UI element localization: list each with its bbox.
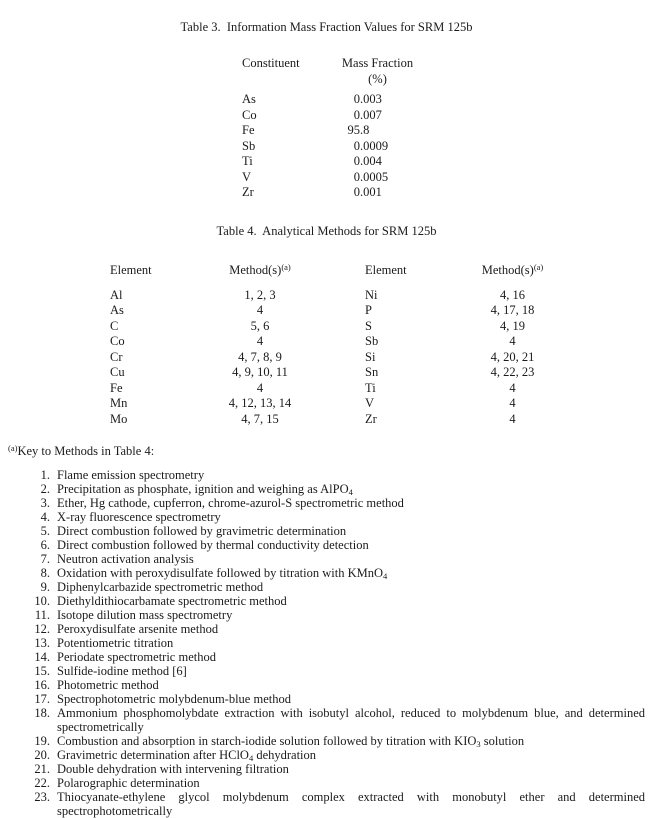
- methods-cell: 4: [509, 396, 516, 410]
- mass-fraction-cell: 0.0009: [353, 138, 389, 153]
- element-cell: V: [365, 396, 375, 410]
- table4-element-header-left: Element: [110, 263, 152, 277]
- key-item: [0, 636, 645, 650]
- methods-cell: 4: [256, 303, 264, 317]
- key-item: [0, 524, 645, 538]
- methods-cell: 4, 19: [500, 318, 525, 333]
- table-row: [242, 185, 425, 201]
- table4-element-header-right: Element: [365, 263, 407, 277]
- key-item-text-main: Oxidation with peroxydisulfate followed by titration with KMnO: [57, 566, 383, 580]
- methods-cell: 4, 9, 10, 11: [232, 365, 288, 379]
- key-item-number: 21.: [34, 762, 50, 776]
- key-item-number: 18.: [34, 706, 50, 720]
- key-item-text: [57, 678, 645, 692]
- key-item: [0, 706, 645, 734]
- constituent-cell: Co: [242, 107, 257, 122]
- methods-header-footnote-marker: (a): [533, 262, 544, 272]
- key-item-text-post: dehydration: [253, 748, 317, 762]
- key-item-number: 1.: [40, 468, 50, 482]
- key-item: [0, 468, 645, 482]
- table-row: [110, 365, 325, 381]
- key-item-text-main: Sulfide-iodine method [6]: [57, 664, 187, 678]
- key-item-text: [57, 482, 645, 496]
- table4-column-gap: [325, 263, 365, 279]
- key-item-text: [57, 524, 645, 538]
- key-item-text-main: Combustion and absorption in starch-iodide solution followed by titration with KIO: [57, 734, 477, 748]
- methods-header-footnote-marker: (a): [281, 262, 291, 272]
- table-row: [110, 350, 325, 366]
- key-item-number: 6.: [40, 538, 50, 552]
- key-item-text-main: Double dehydration with intervening filtration: [57, 762, 289, 776]
- key-item: [0, 650, 645, 664]
- element-cell: C: [110, 318, 119, 333]
- table-row: [110, 334, 325, 350]
- key-item-text-main: Precipitation as phosphate, ignition and weighing as AlPO: [57, 482, 349, 496]
- table3: [242, 56, 425, 201]
- element-cell: Sb: [365, 334, 379, 348]
- chemical-formula-subscript: 4: [383, 571, 388, 581]
- key-item-text-main: Neutron activation analysis: [57, 552, 194, 566]
- key-item-text-main: Peroxydisulfate arsenite method: [57, 622, 219, 636]
- constituent-cell: Ti: [242, 154, 253, 168]
- key-item-text-main: Flame emission spectrometry: [57, 468, 205, 482]
- key-item-text-main: Ammonium phosphomolybdate extraction with isobutyl alcohol, reduced to molybdenum blue, and determined spectrometrically: [57, 706, 645, 734]
- key-item-text-main: Isotope dilution mass spectrometry: [57, 608, 233, 622]
- table-row: [242, 108, 425, 124]
- key-item-text-main: Direct combustion followed by thermal conductivity detection: [57, 538, 369, 552]
- key-item: [0, 594, 645, 608]
- table4-left-columns: [110, 288, 325, 428]
- key-item-number: 11.: [34, 608, 50, 622]
- table-row: [242, 123, 425, 139]
- methods-cell: 4: [509, 380, 516, 395]
- mass-fraction-cell: 0.001: [353, 185, 382, 199]
- table4-title: Table 4. Analytical Methods for SRM 125b: [216, 224, 437, 238]
- key-item: [0, 692, 645, 706]
- table4-right-columns: [365, 288, 575, 428]
- key-item-text-main: Polarographic determination: [57, 776, 200, 790]
- key-item-text: [57, 622, 645, 636]
- key-item-number: 17.: [34, 692, 50, 706]
- key-item-text-main: Thiocyanate-ethylene glycol molybdenum complex extracted with monobutyl ether and determined spectrophotometrically: [57, 790, 645, 818]
- key-item: [0, 790, 645, 818]
- constituent-cell: Fe: [242, 123, 255, 137]
- chemical-formula-subscript: 3: [476, 739, 481, 749]
- key-item: [0, 622, 645, 636]
- methods-cell: 4, 20, 21: [490, 349, 535, 364]
- table-row: [242, 139, 425, 155]
- key-item: [0, 552, 645, 566]
- key-item-text: [57, 692, 645, 706]
- table-row: [365, 365, 575, 381]
- table-row: [242, 170, 425, 186]
- methods-header-label: Method(s): [229, 263, 282, 277]
- table-row: [110, 381, 325, 397]
- table-row: [365, 288, 575, 304]
- table-row: [242, 154, 425, 170]
- key-item-text-main: Diphenylcarbazide spectrometric method: [57, 580, 264, 594]
- methods-cell: 4: [509, 411, 516, 426]
- methods-cell: 4: [509, 334, 516, 348]
- table3-mass-fraction-header-line1: Mass Fraction: [341, 56, 414, 70]
- key-item-text-main: Diethyldithiocarbamate spectrometric method: [57, 594, 287, 608]
- key-item-text-main: Photometric method: [57, 678, 159, 692]
- table-row: [365, 319, 575, 335]
- table4-header-row: [0, 263, 653, 279]
- mass-fraction-cell: 95.8: [347, 123, 370, 137]
- table-row: [110, 288, 325, 304]
- key-item-number: 5.: [40, 524, 50, 538]
- key-item-text: [57, 538, 645, 552]
- table3-body: [242, 92, 425, 201]
- methods-cell: 4, 16: [500, 287, 525, 302]
- methods-cell: 4, 12, 13, 14: [228, 396, 292, 410]
- element-cell: Si: [365, 349, 376, 364]
- key-item-number: 20.: [34, 748, 50, 762]
- table4: [0, 263, 653, 427]
- constituent-cell: As: [242, 92, 256, 106]
- key-item-number: 3.: [40, 496, 50, 510]
- key-item: [0, 566, 645, 580]
- key-item-text: [57, 496, 645, 510]
- key-item-text-main: Periodate spectrometric method: [57, 650, 216, 664]
- table4-methods-header-left: [195, 263, 325, 279]
- methods-cell: 4, 7, 8, 9: [238, 349, 282, 364]
- table3-mass-fraction-header-line2: (%): [368, 71, 387, 86]
- key-item-text: [57, 748, 645, 762]
- chemical-formula-subscript: 4: [248, 753, 254, 763]
- table-row: [365, 303, 575, 319]
- table4-methods-header-right: [450, 263, 575, 279]
- table-row: [365, 396, 575, 412]
- key-item: [0, 482, 645, 496]
- key-item-text-main: Spectrophotometric molybdenum-blue method: [57, 692, 291, 706]
- methods-cell: 4, 22, 23: [490, 365, 535, 379]
- key-item-text-main: Ether, Hg cathode, cupferron, chrome-azurol-S spectrometric method: [57, 496, 404, 510]
- constituent-cell: V: [242, 169, 252, 184]
- key-item-text: [57, 734, 645, 748]
- key-item-text: [57, 706, 645, 734]
- element-cell: Co: [110, 334, 125, 348]
- element-cell: Mo: [110, 411, 128, 426]
- key-item-text: [57, 650, 645, 664]
- element-cell: Mn: [110, 396, 128, 410]
- key-item-text: [57, 468, 645, 482]
- element-cell: Cu: [110, 365, 125, 379]
- methods-cell: 4, 17, 18: [490, 303, 535, 317]
- table-row: [365, 350, 575, 366]
- key-item-text-main: Gravimetric determination after HClO: [57, 748, 249, 762]
- key-item: [0, 510, 645, 524]
- constituent-cell: Zr: [242, 185, 254, 199]
- key-item-number: 23.: [34, 790, 50, 804]
- table-row: [110, 412, 325, 428]
- element-cell: Al: [110, 287, 123, 302]
- key-heading: [8, 444, 154, 459]
- key-item: [0, 496, 645, 510]
- key-item: [0, 748, 645, 762]
- key-item: [0, 664, 645, 678]
- key-item: [0, 762, 645, 776]
- key-item-text-main: Direct combustion followed by gravimetric determination: [57, 524, 347, 538]
- element-cell: Zr: [365, 411, 377, 426]
- mass-fraction-cell: 0.0005: [353, 169, 389, 184]
- key-item: [0, 678, 645, 692]
- key-item-text: [57, 510, 645, 524]
- key-method-list: [0, 468, 645, 818]
- key-item-text: [57, 566, 645, 580]
- element-cell: Ni: [365, 287, 378, 302]
- table-row: [110, 319, 325, 335]
- key-item-text: [57, 552, 645, 566]
- key-item-number: 9.: [40, 580, 50, 594]
- key-item-text: [57, 776, 645, 790]
- key-item: [0, 776, 645, 790]
- element-cell: Fe: [110, 380, 123, 395]
- table-row: [110, 303, 325, 319]
- table3-constituent-header: Constituent: [242, 56, 300, 70]
- key-item-number: 10.: [34, 594, 50, 608]
- table-row: [365, 334, 575, 350]
- key-item-number: 22.: [34, 776, 50, 790]
- key-item-text: [57, 762, 645, 776]
- table-row: [365, 381, 575, 397]
- constituent-cell: Sb: [242, 138, 256, 153]
- key-heading-text: Key to Methods in Table 4:: [17, 444, 155, 458]
- key-item: [0, 608, 645, 622]
- key-item-text: [57, 608, 645, 622]
- table3-title: Table 3. Information Mass Fraction Values for SRM 125b: [180, 20, 473, 34]
- mass-fraction-cell: 0.004: [353, 154, 382, 168]
- mass-fraction-cell: 0.003: [353, 92, 382, 106]
- methods-cell: 5, 6: [250, 318, 270, 333]
- key-item-text: [57, 594, 645, 608]
- key-footnote-marker: (a): [8, 443, 18, 453]
- key-item-number: 13.: [34, 636, 50, 650]
- element-cell: As: [110, 303, 124, 317]
- methods-cell: 4: [256, 334, 264, 348]
- key-item-text: [57, 636, 645, 650]
- methods-cell: 1, 2, 3: [244, 287, 276, 302]
- key-item-number: 14.: [34, 650, 50, 664]
- key-item-number: 8.: [40, 566, 50, 580]
- key-item-number: 15.: [34, 664, 50, 678]
- key-item-number: 2.: [40, 482, 50, 496]
- methods-header-label: Method(s): [481, 263, 534, 277]
- table-row: [110, 396, 325, 412]
- mass-fraction-cell: 0.007: [353, 107, 382, 122]
- table3-header-row: [242, 56, 425, 87]
- methods-cell: 4: [256, 380, 264, 395]
- methods-cell: 4, 7, 15: [241, 411, 279, 426]
- key-item-number: 19.: [34, 734, 50, 748]
- key-item-text: [57, 580, 645, 594]
- key-item-text: [57, 664, 645, 678]
- key-item-number: 16.: [34, 678, 50, 692]
- key-item: [0, 538, 645, 552]
- element-cell: P: [365, 303, 372, 317]
- key-item-number: 12.: [34, 622, 50, 636]
- key-item-number: 4.: [40, 510, 50, 524]
- table-row: [365, 412, 575, 428]
- table4-body: [0, 288, 653, 428]
- table3-mass-fraction-header: [330, 56, 425, 87]
- key-item-number: 7.: [40, 552, 50, 566]
- key-item-text-main: X-ray fluorescence spectrometry: [57, 510, 221, 524]
- key-item-text: [57, 790, 645, 818]
- key-item: [0, 580, 645, 594]
- table-row: [242, 92, 425, 108]
- chemical-formula-subscript: 4: [348, 487, 353, 497]
- key-item: [0, 734, 645, 748]
- element-cell: Ti: [365, 380, 376, 395]
- element-cell: S: [365, 318, 372, 333]
- element-cell: Cr: [110, 349, 123, 364]
- key-item-text-post: solution: [480, 734, 525, 748]
- element-cell: Sn: [365, 365, 379, 379]
- key-item-text-main: Potentiometric titration: [57, 636, 174, 650]
